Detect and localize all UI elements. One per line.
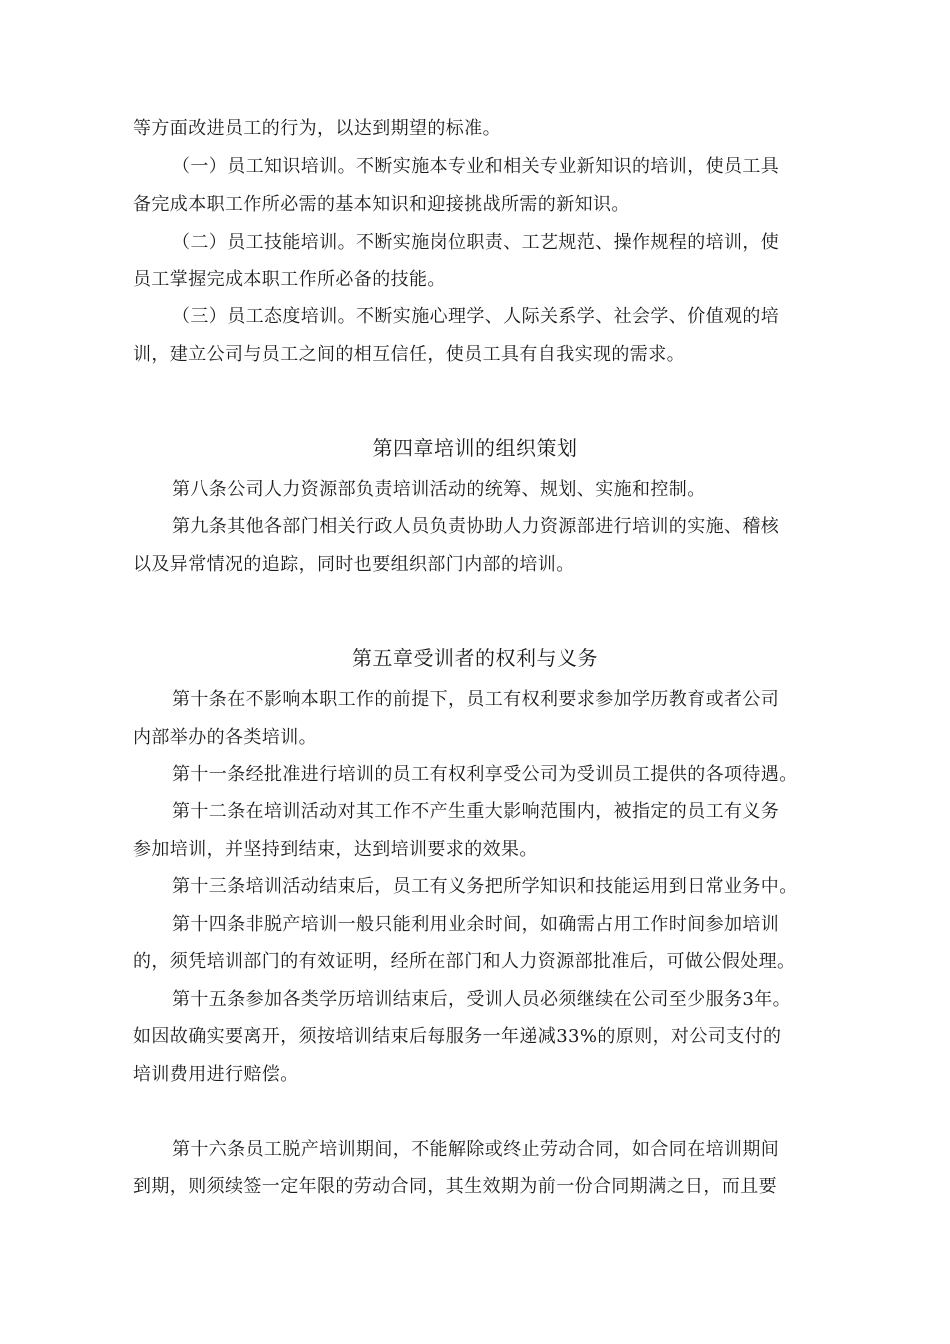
- article-15-line-2: 如因故确实要离开，须按培训结束后每服务一年递减33%的原则，对公司支付的: [133, 1026, 782, 1047]
- item-3-line-1: （三）员工态度培训。不断实施心理学、人际关系学、社会学、价值观的培: [172, 306, 780, 327]
- item-2-line-2: 员工掌握完成本职工作所必备的技能。: [133, 269, 446, 290]
- article-15-line-1: 第十五条参加各类学历培训结束后，受训人员必须继续在公司至少服务3年。: [172, 989, 792, 1010]
- article-9-line-2: 以及异常情况的追踪，同时也要组织部门内部的培训。: [133, 554, 575, 575]
- article-16-line-1: 第十六条员工脱产培训期间，不能解除或终止劳动合同，如合同在培训期间: [172, 1139, 780, 1160]
- article-12-line-2: 参加培训，并坚持到结束，达到培训要求的效果。: [133, 839, 538, 860]
- item-1-line-1: （一）员工知识培训。不断实施本专业和相关专业新知识的培训，使员工具: [172, 156, 780, 177]
- article-16-line-2: 到期，则须续签一定年限的劳动合同，其生效期为前一份合同期满之日，而且要: [133, 1176, 777, 1197]
- chapter-4-title: 第四章培训的组织策划: [372, 436, 578, 460]
- article-8-text: 第八条公司人力资源部负责培训活动的统筹、规划、实施和控制。: [172, 479, 706, 500]
- article-10-line-1: 第十条在不影响本职工作的前提下，员工有权利要求参加学历教育或者公司: [172, 689, 780, 710]
- item-1-line-2: 备完成本职工作所必需的基本知识和迎接挑战所需的新知识。: [133, 194, 630, 215]
- article-13-text: 第十三条培训活动结束后，员工有义务把所学知识和技能运用到日常业务中。: [172, 876, 798, 897]
- intro-tail-text: 等方面改进员工的行为，以达到期望的标准。: [133, 118, 501, 139]
- article-9-line-1: 第九条其他各部门相关行政人员负责协助人力资源部进行培训的实施、稽核: [172, 516, 780, 537]
- article-14-line-1: 第十四条非脱产培训一般只能利用业余时间，如确需占用工作时间参加培训: [172, 914, 780, 935]
- article-11-text: 第十一条经批准进行培训的员工有权利享受公司为受训员工提供的各项待遇。: [172, 764, 798, 785]
- item-3-line-2: 训，建立公司与员工之间的相互信任，使员工具有自我实现的需求。: [133, 344, 685, 365]
- article-10-line-2: 内部举办的各类培训。: [133, 727, 317, 748]
- article-12-line-1: 第十二条在培训活动对其工作不产生重大影响范围内，被指定的员工有义务: [172, 801, 780, 822]
- chapter-5-title: 第五章受训者的权利与义务: [352, 646, 598, 670]
- item-2-line-1: （二）员工技能培训。不断实施岗位职责、工艺规范、操作规程的培训，使: [172, 232, 780, 253]
- article-14-line-2: 的，须凭培训部门的有效证明，经所在部门和人力资源部批准后，可做公假处理。: [133, 951, 796, 972]
- article-15-line-3: 培训费用进行赔偿。: [133, 1064, 299, 1085]
